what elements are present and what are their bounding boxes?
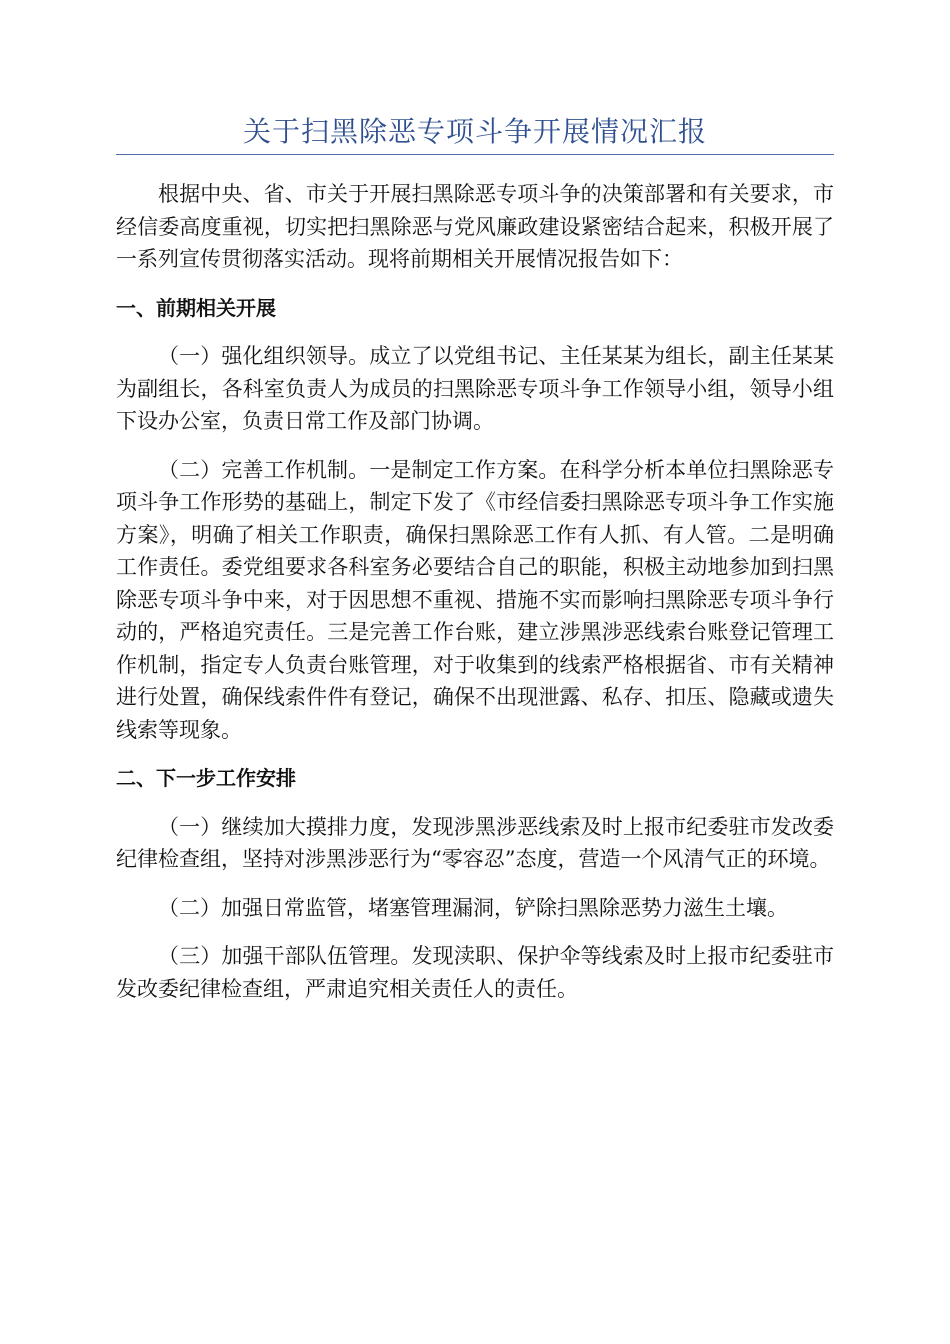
section-heading-2: 二、下一步工作安排 (116, 766, 296, 790)
section2-paragraph-2: （二）加强日常监管，堵塞管理漏洞，铲除扫黑除恶势力滋生土壤。 (158, 895, 788, 920)
document-title: 关于扫黑除恶专项斗争开展情况汇报 (242, 115, 707, 148)
section-heading-1: 一、前期相关开展 (116, 295, 276, 320)
section1-paragraph-1: （一）强化组织领导。成立了以党组书记、主任某某为组长，副主任某某为副组长，各科室负责人为成员的扫黑除恶专项斗争工作领导小组，领导小组下设办公室，负责日常工作及部门协调。 (116, 344, 834, 433)
section2-paragraph-3: （三）加强干部队伍管理。发现渎职、保护伞等线索及时上报市纪委驻市发改委纪律检查组，严肃追究相关责任人的责任。 (116, 944, 834, 1001)
title-underline (116, 154, 834, 155)
section1-paragraph-2: （二）完善工作机制。一是制定工作方案。在科学分析本单位扫黑除恶专项斗争工作形势的基础上，制定下发了《市经信委扫黑除恶专项斗争工作实施方案》，明确了相关工作职责，确保扫黑除恶工作有人抓、有人管。二是明确工作责任。委党组要求各科室务必要结合自己的职能，积极主动地参加到扫黑除恶专项斗争中来，对于因思想不重视、措施不实而影响扫黑除恶专项斗争行动的，严格追究责任。三是完善工作台账，建立涉黑涉恶线索台账登记管理工作机制，指定专人负责台账管理，对于收集到的线索严格根据省、市有关精神进行处置，确保线索件件有登记，确保不出现泄露、私存、扣压、隐藏或遗失线索等现象。 (116, 457, 834, 742)
intro-paragraph: 根据中央、省、市关于开展扫黑除恶专项斗争的决策部署和有关要求，市经信委高度重视，切实把扫黑除恶与党风廉政建设紧密结合起来，积极开展了一系列宣传贯彻落实活动。现将前期相关开展情况报告如下： (116, 182, 834, 271)
section2-paragraph-1: （一）继续加大摸排力度，发现涉黑涉恶线索及时上报市纪委驻市发改委纪律检查组，坚持对涉黑涉恶行为“零容忍”态度，营造一个风清气正的环境。 (116, 814, 834, 871)
document-body (116, 178, 834, 1021)
